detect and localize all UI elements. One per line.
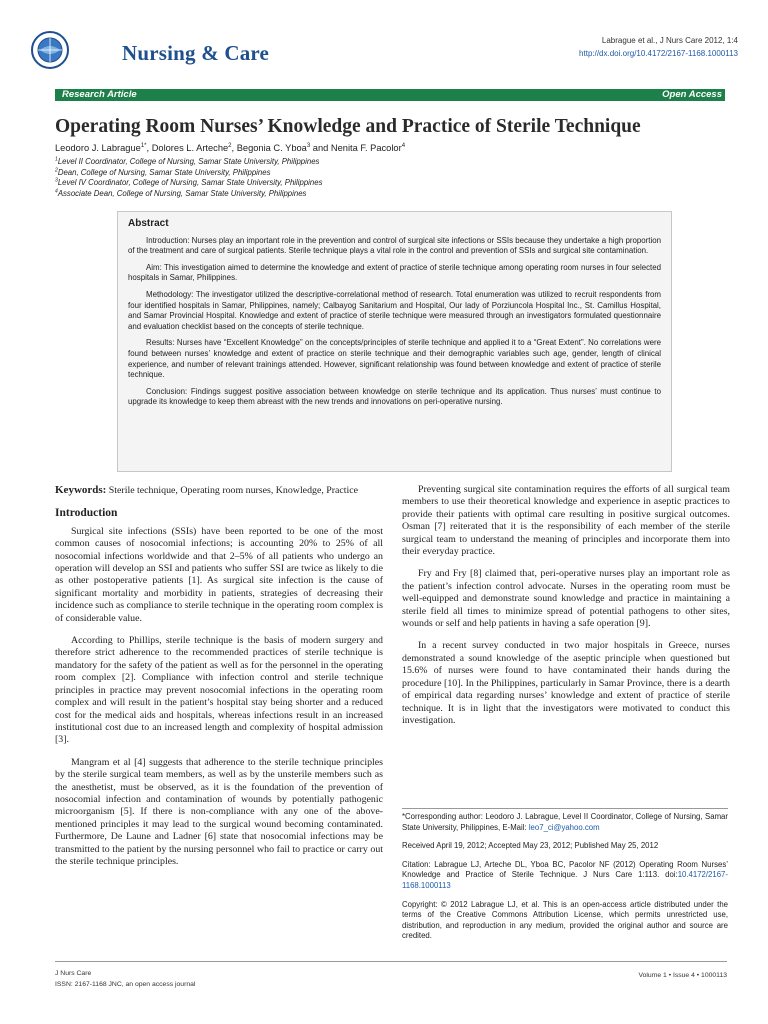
right-column bbox=[402, 484, 730, 737]
affiliation-text: Level II Coordinator, College of Nursing, Samar State University, Philippines bbox=[57, 157, 320, 166]
abstract-box bbox=[117, 211, 672, 472]
affiliation-text: Level IV Coordinator, College of Nursing, Samar State University, Philippines bbox=[57, 178, 323, 187]
body-paragraph: Mangram et al [4] suggests that adherence to the sterile technique principles by the sterile surgical team members, as well as by the unsterile members such as the anesthetist, must be observed, as it is the foundation of the prevention of nosocomial infection and contamination of wounds by potentially pathogenic microorganism [5]. If there is non-compliance with any one of the above-mentioned principles it may lead to the surgical wound becoming contaminated. Furthermore, De Laune and Ladner [6] state that nosocomial infections may be transmitted to the patient by the nursing personnel who fail to practice or carry out the sterile technique principles. bbox=[55, 756, 383, 867]
header-citation bbox=[579, 34, 738, 60]
citation-doi-link[interactable]: 10.4172/2167-1168.1000113 bbox=[402, 870, 728, 890]
affiliation-item bbox=[55, 189, 322, 200]
article-type-label: Research Article bbox=[62, 89, 137, 100]
citation-text: Citation: Labrague LJ, Arteche DL, Yboa BC, Pacolor NF (2012) Operating Room Nurses’ Knowledge and Practice of Sterile Technique. J Nurs Care 1:113. doi: bbox=[402, 859, 728, 880]
author-separator: , bbox=[146, 143, 152, 153]
citation-line: Labrague et al., J Nurs Care 2012, 1:4 bbox=[601, 36, 738, 45]
affiliation-mark: 4 bbox=[55, 187, 58, 194]
doi-link[interactable]: http://dx.doi.org/10.4172/2167-1168.1000113 bbox=[579, 49, 738, 58]
abstract-paragraph: Results: Nurses have “Excellent Knowledge” on the concepts/principles of sterile technique and applied it to a “Great Extent”. No correlations were found between nurses’ knowledge and extent of practice on sterile technique and their demographic variables such age, gender, length of clinical experience, and number of relevant trainings attended. However, significant relationship was found between knowledge and extent of practice of sterile technique. bbox=[128, 338, 661, 380]
email-link[interactable]: leo7_ci@yahoo.com bbox=[528, 822, 600, 832]
left-column bbox=[55, 484, 383, 878]
author-name: Dolores L. Arteche bbox=[151, 143, 229, 153]
affiliation-item bbox=[55, 168, 322, 179]
author-list bbox=[55, 143, 405, 153]
affiliation-mark: 3 bbox=[55, 177, 58, 184]
affiliation-text: Associate Dean, College of Nursing, Samar State University, Philippines bbox=[57, 188, 307, 198]
body-paragraph: Surgical site infections (SSIs) have been reported to be one of the most common causes of nosocomial infections; is accounting 20% to 25% of all nosocomial infections worldwide and that 2–5% of all patients who undergo an operation will develop an SSI and patients who suffer SSI are twice as likely to die as other postoperative patients [1]. As surgical site infection is the cause of significant mortality and morbidity in patients, strategies of decreasing their incidence such as compliance to sterile technique in the operating room complex is of considerable value. bbox=[55, 525, 383, 624]
keywords bbox=[55, 484, 383, 497]
open-access-label: Open Access bbox=[662, 89, 722, 100]
affiliation-list bbox=[55, 157, 322, 199]
footer-volume-info: Volume 1 • Issue 4 • 1000113 bbox=[638, 972, 727, 979]
correspondence-block bbox=[402, 812, 728, 950]
author-name: Leodoro J. Labrague bbox=[55, 143, 141, 153]
body-paragraph: According to Phillips, sterile technique is the basis of modern surgery and therefore strict adherence to the recommended practices of sterile technique is mandatory for the safety of the patient as well as for the personnel in the operating room complex [2]. Compliance with infection control and sterile technique principles in practice may prevent nosocomial infections in the operating room complex and will result in the patient’s hospital stay being shorter and a reduced cost for the medical aids and hospitals, whereas infections result in an increased institutional cost due to an increased length and complexity of hospital admission [3]. bbox=[55, 635, 383, 746]
author-mark: 1* bbox=[140, 142, 147, 149]
received-dates: Received April 19, 2012; Accepted May 23, 2012; Published May 25, 2012 bbox=[402, 841, 659, 851]
publisher-logo-icon bbox=[30, 30, 70, 70]
author-separator: , bbox=[231, 143, 237, 153]
affiliation-item bbox=[55, 157, 322, 168]
footer-issn: ISSN: 2167-1168 JNC, an open access journal bbox=[55, 981, 196, 988]
footer-journal-abbrev: J Nurs Care bbox=[55, 970, 92, 977]
author-mark: 2 bbox=[228, 142, 232, 149]
copyright-notice: Copyright: © 2012 Labrague LJ, et al. This is an open-access article distributed under the terms of the Creative Commons Attribution License, which permits unrestricted use, distribution, and reproduction in any medium, provided the original author and source are credited. bbox=[402, 899, 728, 941]
abstract-paragraph: Introduction: Nurses play an important role in the prevention and control of surgical site infections or SSIs because they undertake a high proportion of the treatment and care of surgical patients. Sterile technique plays a vital role in the control and prevention of SSIs and surgical site contamination. bbox=[128, 235, 661, 256]
author-separator: and bbox=[310, 143, 331, 153]
author-name: Begonia C. Yboa bbox=[236, 143, 307, 153]
journal-name: Nursing & Care bbox=[122, 41, 270, 65]
correspondence-divider bbox=[402, 808, 728, 809]
footer-divider bbox=[55, 961, 727, 962]
corresponding-author-text: *Corresponding author: Leodoro J. Labrague, Level II Coordinator, College of Nursing, Samar State University, Philippines, E-Mail: bbox=[402, 812, 728, 832]
footer-journal-info bbox=[55, 968, 195, 990]
abstract-paragraph: Conclusion: Findings suggest positive association between knowledge on sterile technique and its application. Thus nurses’ must continue to upgrade its knowledge to keep them abreast with the new trends and innovations on peri-operative nursing. bbox=[128, 386, 661, 407]
article-title: Operating Room Nurses’ Knowledge and Practice of Sterile Technique bbox=[55, 116, 641, 137]
keywords-text: Sterile technique, Operating room nurses, Knowledge, Practice bbox=[108, 485, 359, 496]
body-paragraph: Fry and Fry [8] claimed that, peri-operative nurses play an important role as the patient’s infection control advocate. Nurses in the operating room must be well-equipped and demonstrate sound knowledge and practice in maintaining a sterile field all times to minimize spread of potential pathogens to other sites, wounds or self and help patients in having a safe operation [9]. bbox=[402, 568, 730, 630]
introduction-heading: Introduction bbox=[55, 507, 118, 520]
corresponding-author bbox=[402, 812, 728, 833]
author-mark: 3 bbox=[306, 142, 311, 149]
citation-block bbox=[402, 860, 728, 892]
affiliation-mark: 2 bbox=[55, 166, 58, 173]
abstract-paragraph: Aim: This investigation aimed to determine the knowledge and extent of practice of sterile technique among operating room nurses in four selected hospitals in Samar, Philippines. bbox=[128, 262, 661, 283]
abstract-heading: Abstract bbox=[128, 218, 169, 229]
affiliation-text: Dean, College of Nursing, Samar State University, Philippines bbox=[57, 167, 271, 177]
abstract-paragraph: Methodology: The investigator utilized the descriptive-correlational method of research. Total enumeration was utilized to recruit respondents from four identified hospitals in Samar, Philippines, namely; Calbayog Sanitarium and Hospital, Our lady of Porziuncola Hospital Inc., St. Camillus Hospital, and Samar Provincial Hospital. Knowledge and extent of practice of sterile technique were measured through an investigators formulated questionnaire and evaluation checklist based on the concepts of sterile technique. bbox=[128, 289, 661, 331]
author-mark: 4 bbox=[401, 142, 406, 149]
article-type-bar bbox=[55, 89, 725, 101]
body-paragraph: Preventing surgical site contamination requires the efforts of all surgical team members to use their theoretical knowledge and experience in aseptic practices to provide their patients with optimal care resulting in positive surgical outcomes. Osman [7] reiterated that it is the responsibility of each member of the sterile surgical team to understand the meaning of principles and incorporate them into their everyday practice. bbox=[402, 484, 730, 558]
affiliation-item bbox=[55, 178, 322, 189]
masthead bbox=[0, 0, 768, 88]
keywords-label: Keywords: bbox=[55, 484, 107, 496]
author-name: Nenita F. Pacolor bbox=[330, 143, 402, 153]
affiliation-mark: 1 bbox=[55, 156, 58, 163]
body-paragraph: In a recent survey conducted in two major hospitals in Greece, nurses demonstrated a sound knowledge of the aseptic principle when questioned but 15.6% of nurses were found to have contaminated their hands during the procedure [10]. In the Philippines, particularly in Samar Province, there is a dearth of empirical data regarding nurses’ knowledge and extent of practice of sterile technique. It is in light that the investigators were motivated to conduct this investigation. bbox=[402, 640, 730, 726]
